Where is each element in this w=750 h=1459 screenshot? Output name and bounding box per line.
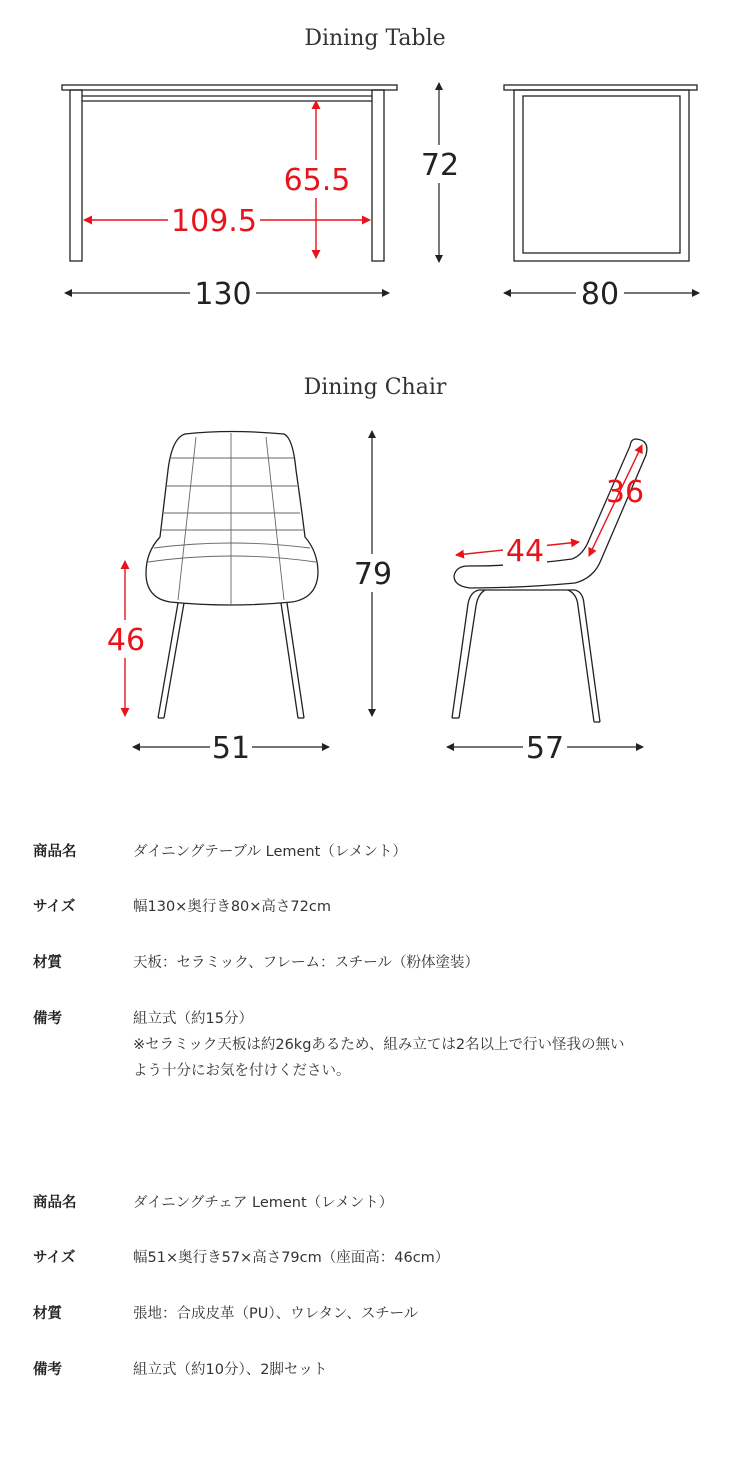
back-height-label: 36 [605,475,645,510]
spec-label: 商品名 [33,844,77,860]
spec-value: 組立式（約15分） [133,1011,253,1027]
inner-width-label: 109.5 [171,204,257,239]
seat-height-label: 46 [106,623,146,658]
chair-width-label: 51 [211,731,251,766]
inner-height-label: 65.5 [283,163,351,198]
spec-label: サイズ [33,1250,76,1266]
chair-height-label: 79 [353,557,393,592]
table-side-view [504,85,697,261]
spec-value: 組立式（約10分）、2脚セット [133,1362,328,1378]
spec-value: ダイニングチェア Lement（レメント） [133,1195,394,1211]
chair-depth-label: 57 [525,731,565,766]
spec-label: 備考 [33,1011,62,1027]
spec-label: サイズ [33,899,76,915]
spec-value: ダイニングテーブル Lement（レメント） [133,844,407,860]
table-title: Dining Table [304,26,446,51]
spec-value: よう十分にお気を付けください。 [133,1063,351,1079]
table-height-label: 72 [420,148,460,183]
spec-value: 天板：セラミック、フレーム：スチール（粉体塗装） [133,955,479,971]
spec-value: 張地：合成皮革（PU）、ウレタン、スチール [133,1306,419,1322]
chair-front-view [146,432,318,719]
spec-label: 備考 [33,1362,62,1378]
spec-label: 材質 [33,955,62,971]
table-width-label: 130 [194,277,252,312]
seat-depth-label: 44 [505,534,545,569]
chair-title: Dining Chair [303,375,447,400]
spec-value: 幅130×奥行き80×高さ72cm [133,899,331,915]
spec-label: 材質 [33,1306,62,1322]
spec-value: ※セラミック天板は約26kgあるため、組み立ては2名以上で行い怪我の無い [133,1037,625,1053]
spec-value: 幅51×奥行き57×高さ79cm（座面高：46cm） [133,1250,450,1266]
spec-label: 商品名 [33,1195,77,1211]
table-depth-label: 80 [580,277,620,312]
